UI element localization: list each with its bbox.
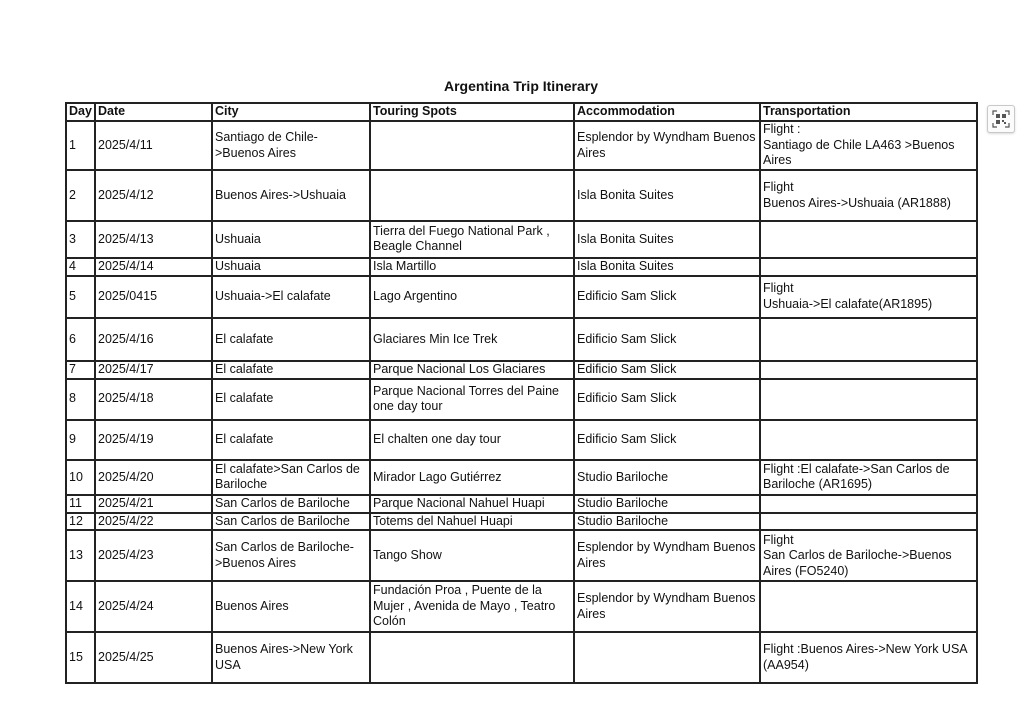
cell-accommodation: Studio Bariloche: [574, 460, 760, 495]
cell-day: 10: [66, 460, 95, 495]
cell-day: 7: [66, 361, 95, 379]
cell-accommodation: Edificio Sam Slick: [574, 379, 760, 420]
cell-city: Ushuaia->El calafate: [212, 276, 370, 319]
cell-date: 2025/4/16: [95, 318, 212, 361]
cell-transportation: [760, 221, 977, 258]
qr-scan-icon: [992, 110, 1010, 128]
cell-day: 9: [66, 420, 95, 461]
cell-transportation: [760, 495, 977, 513]
cell-accommodation: Edificio Sam Slick: [574, 361, 760, 379]
itinerary-table: [65, 102, 978, 684]
cell-touring-spots: Parque Nacional Torres del Paine one day tour: [370, 379, 574, 420]
cell-touring-spots: Glaciares Min Ice Trek: [370, 318, 574, 361]
cell-transportation: [760, 420, 977, 461]
cell-accommodation: Esplendor by Wyndham Buenos Aires: [574, 121, 760, 170]
cell-day: 5: [66, 276, 95, 319]
cell-date: 2025/4/20: [95, 460, 212, 495]
cell-day: 13: [66, 530, 95, 581]
header-day: Day: [66, 103, 95, 121]
cell-city: San Carlos de Bariloche: [212, 513, 370, 531]
cell-transportation: [760, 379, 977, 420]
cell-day: 14: [66, 581, 95, 632]
header-date: Date: [95, 103, 212, 121]
cell-date: 2025/4/25: [95, 632, 212, 683]
cell-accommodation: Edificio Sam Slick: [574, 276, 760, 319]
cell-accommodation: Isla Bonita Suites: [574, 258, 760, 276]
cell-transportation: [760, 361, 977, 379]
cell-date: 2025/4/23: [95, 530, 212, 581]
cell-touring-spots: Isla Martillo: [370, 258, 574, 276]
table-row: [66, 513, 977, 531]
cell-day: 4: [66, 258, 95, 276]
table-row: [66, 530, 977, 581]
cell-day: 8: [66, 379, 95, 420]
cell-touring-spots: Mirador Lago Gutiérrez: [370, 460, 574, 495]
table-row: [66, 170, 977, 221]
cell-touring-spots: [370, 632, 574, 683]
cell-city: Ushuaia: [212, 258, 370, 276]
cell-transportation: Flight Ushuaia->El calafate(AR1895): [760, 276, 977, 319]
cell-accommodation: Esplendor by Wyndham Buenos Aires: [574, 530, 760, 581]
cell-touring-spots: Tierra del Fuego National Park , Beagle Channel: [370, 221, 574, 258]
cell-city: Buenos Aires: [212, 581, 370, 632]
cell-transportation: [760, 581, 977, 632]
cell-day: 6: [66, 318, 95, 361]
qr-scan-button[interactable]: [987, 105, 1015, 133]
cell-transportation: Flight San Carlos de Bariloche->Buenos Aires (FO5240): [760, 530, 977, 581]
cell-date: 2025/4/14: [95, 258, 212, 276]
cell-city: El calafate: [212, 318, 370, 361]
table-row: [66, 460, 977, 495]
table-row: [66, 318, 977, 361]
cell-day: 1: [66, 121, 95, 170]
cell-touring-spots: Tango Show: [370, 530, 574, 581]
cell-touring-spots: Totems del Nahuel Huapi: [370, 513, 574, 531]
cell-transportation: Flight :Buenos Aires->New York USA (AA954): [760, 632, 977, 683]
cell-day: 11: [66, 495, 95, 513]
cell-accommodation: Studio Bariloche: [574, 513, 760, 531]
header-city: City: [212, 103, 370, 121]
cell-transportation: [760, 258, 977, 276]
cell-accommodation: Edificio Sam Slick: [574, 318, 760, 361]
cell-city: Buenos Aires->Ushuaia: [212, 170, 370, 221]
cell-city: Buenos Aires->New York USA: [212, 632, 370, 683]
cell-transportation: Flight :El calafate->San Carlos de Bariloche (AR1695): [760, 460, 977, 495]
header-touring-spots: Touring Spots: [370, 103, 574, 121]
cell-date: 2025/4/11: [95, 121, 212, 170]
cell-touring-spots: Fundación Proa , Puente de la Mujer , Avenida de Mayo , Teatro Colón: [370, 581, 574, 632]
page-title: Argentina Trip Itinerary: [443, 78, 599, 94]
table-row: [66, 221, 977, 258]
cell-city: Ushuaia: [212, 221, 370, 258]
cell-day: 12: [66, 513, 95, 531]
cell-accommodation: Isla Bonita Suites: [574, 221, 760, 258]
cell-accommodation: [574, 632, 760, 683]
table-row: [66, 632, 977, 683]
cell-city: El calafate: [212, 379, 370, 420]
cell-day: 2: [66, 170, 95, 221]
cell-date: 2025/4/21: [95, 495, 212, 513]
header-transportation: Transportation: [760, 103, 977, 121]
cell-date: 2025/4/13: [95, 221, 212, 258]
cell-day: 15: [66, 632, 95, 683]
table-row: [66, 258, 977, 276]
table-row: [66, 121, 977, 170]
table-row: [66, 276, 977, 319]
header-row: [66, 103, 977, 121]
table-row: [66, 495, 977, 513]
cell-date: 2025/4/17: [95, 361, 212, 379]
cell-touring-spots: [370, 170, 574, 221]
cell-touring-spots: [370, 121, 574, 170]
cell-date: 2025/0415: [95, 276, 212, 319]
table-row: [66, 581, 977, 632]
cell-touring-spots: Parque Nacional Los Glaciares: [370, 361, 574, 379]
cell-accommodation: Studio Bariloche: [574, 495, 760, 513]
cell-city: San Carlos de Bariloche: [212, 495, 370, 513]
table-row: [66, 361, 977, 379]
cell-accommodation: Edificio Sam Slick: [574, 420, 760, 461]
cell-city: El calafate: [212, 420, 370, 461]
cell-city: El calafate: [212, 361, 370, 379]
cell-touring-spots: El chalten one day tour: [370, 420, 574, 461]
cell-day: 3: [66, 221, 95, 258]
cell-city: Santiago de Chile->Buenos Aires: [212, 121, 370, 170]
cell-date: 2025/4/24: [95, 581, 212, 632]
cell-accommodation: Esplendor by Wyndham Buenos Aires: [574, 581, 760, 632]
cell-transportation: [760, 513, 977, 531]
cell-city: El calafate>San Carlos de Bariloche: [212, 460, 370, 495]
cell-accommodation: Isla Bonita Suites: [574, 170, 760, 221]
cell-touring-spots: Parque Nacional Nahuel Huapi: [370, 495, 574, 513]
cell-transportation: [760, 318, 977, 361]
cell-date: 2025/4/19: [95, 420, 212, 461]
table-row: [66, 379, 977, 420]
header-accommodation: Accommodation: [574, 103, 760, 121]
cell-transportation: Flight Buenos Aires->Ushuaia (AR1888): [760, 170, 977, 221]
cell-date: 2025/4/12: [95, 170, 212, 221]
cell-city: San Carlos de Bariloche->Buenos Aires: [212, 530, 370, 581]
table-row: [66, 420, 977, 461]
cell-date: 2025/4/18: [95, 379, 212, 420]
cell-transportation: Flight : Santiago de Chile LA463 >Buenos Aires: [760, 121, 977, 170]
cell-date: 2025/4/22: [95, 513, 212, 531]
cell-touring-spots: Lago Argentino: [370, 276, 574, 319]
